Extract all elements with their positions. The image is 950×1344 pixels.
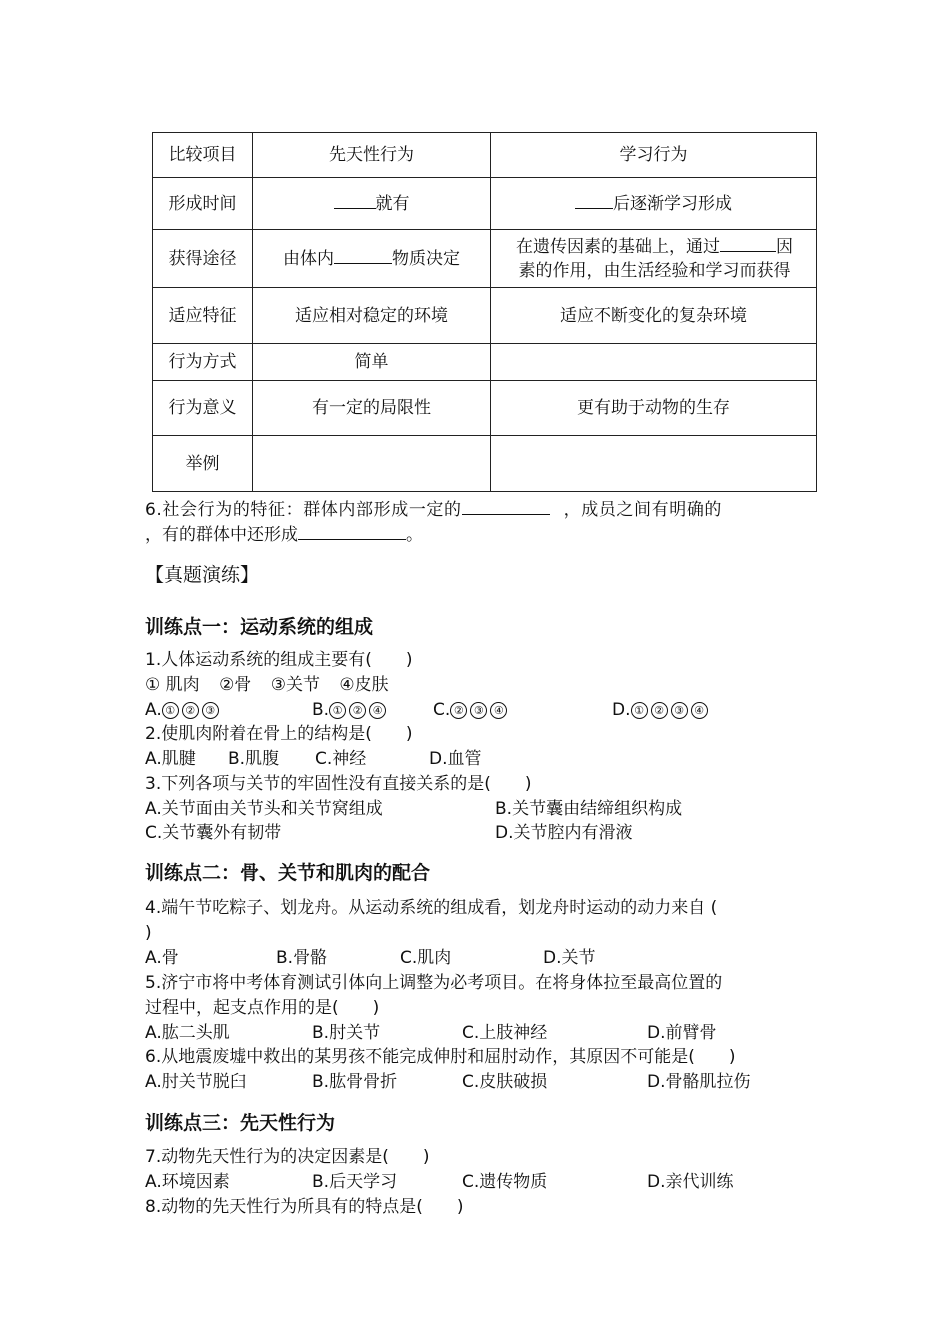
option-b[interactable]: B.肘关节 xyxy=(312,1023,381,1043)
point-title: 训练点一：运动系统的组成 xyxy=(145,616,374,638)
table-cell: 适应相对稳定的环境 xyxy=(253,288,491,344)
table-cell xyxy=(253,436,491,492)
table-row xyxy=(153,230,817,288)
social-question-line2 xyxy=(145,523,423,547)
option-letter: C. xyxy=(433,700,451,720)
cell-text: 物质决定 xyxy=(392,248,460,269)
option-a[interactable] xyxy=(145,698,222,722)
cell-text: 因 xyxy=(776,236,793,257)
question-stem: 5.济宁市将中考体育测试引体向上调整为必考项目。在将身体拉至最高位置的 xyxy=(145,973,723,993)
question-stem: 6.从地震废墟中救出的某男孩不能完成伸肘和屈肘动作，其原因不可能是( ) xyxy=(145,1047,736,1067)
question-text: ，有的群体中还形成 xyxy=(145,525,298,545)
question-stem: 3.下列各项与关节的牢固性没有直接关系的是( ) xyxy=(145,774,532,794)
option-a[interactable]: A.肘关节脱臼 xyxy=(145,1072,247,1092)
item-text: ① 肌肉 xyxy=(145,675,200,695)
option-b[interactable]: B.后天学习 xyxy=(312,1172,398,1192)
cell-text: 后逐渐学习形成 xyxy=(613,193,732,214)
num-circle: ③ xyxy=(202,702,219,719)
num-circle: ③ xyxy=(470,702,487,719)
option-b[interactable]: B.肌腹 xyxy=(228,749,280,769)
row-label: 获得途径 xyxy=(153,230,253,288)
option-b[interactable] xyxy=(312,698,389,722)
option-b[interactable]: B.肱骨骨折 xyxy=(312,1072,398,1092)
row-label: 适应特征 xyxy=(153,288,253,344)
fill-blank[interactable] xyxy=(462,498,550,515)
option-c[interactable] xyxy=(433,698,510,722)
question-stem: 过程中，起支点作用的是( ) xyxy=(145,998,380,1018)
social-question-line1 xyxy=(145,498,722,522)
question-stem: ) xyxy=(145,923,152,943)
fill-blank[interactable] xyxy=(298,523,406,540)
num-circle: ② xyxy=(349,702,366,719)
table-cell xyxy=(491,230,817,288)
option-d[interactable] xyxy=(612,698,711,722)
question-text: 。 xyxy=(406,525,423,545)
option-d[interactable]: D.亲代训练 xyxy=(647,1172,734,1192)
point-title: 训练点三：先天性行为 xyxy=(145,1112,336,1134)
table-row xyxy=(153,381,817,436)
option-b[interactable]: B.骨骼 xyxy=(276,948,328,968)
table-cell xyxy=(491,436,817,492)
item-text: ④皮肤 xyxy=(339,675,389,695)
option-letter: B. xyxy=(312,700,330,720)
num-circle: ① xyxy=(329,702,346,719)
fill-blank[interactable] xyxy=(720,235,776,252)
option-a[interactable]: A.肌腱 xyxy=(145,749,196,769)
table-header-cell: 比较项目 xyxy=(153,133,253,178)
table-row xyxy=(153,178,817,230)
option-c[interactable]: C.皮肤破损 xyxy=(462,1072,548,1092)
item-text: ②骨 xyxy=(219,675,252,695)
num-circle: ① xyxy=(631,702,648,719)
option-d[interactable]: D.关节 xyxy=(543,948,596,968)
option-letter: A. xyxy=(145,700,162,720)
option-a[interactable]: A.骨 xyxy=(145,948,179,968)
question-stem: 7.动物先天性行为的决定因素是( ) xyxy=(145,1147,430,1167)
option-d[interactable]: D.前臂骨 xyxy=(647,1023,717,1043)
num-circle: ③ xyxy=(671,702,688,719)
option-d[interactable]: D.骨骼肌拉伤 xyxy=(647,1072,751,1092)
num-circle: ④ xyxy=(490,702,507,719)
table-row xyxy=(153,344,817,381)
row-label: 行为方式 xyxy=(153,344,253,381)
cell-text: 由体内 xyxy=(283,248,334,269)
cell-text: 在遗传因素的基础上，通过 xyxy=(516,236,720,257)
section-title: 【真题演练】 xyxy=(145,564,260,586)
question-stem: 1.人体运动系统的组成主要有( ) xyxy=(145,650,413,670)
option-c[interactable]: C.关节囊外有韧带 xyxy=(145,823,282,843)
num-circle: ① xyxy=(162,702,179,719)
point-title: 训练点二：骨、关节和肌肉的配合 xyxy=(145,862,431,884)
comparison-table xyxy=(152,132,817,492)
fill-blank[interactable] xyxy=(334,192,376,209)
num-circle: ④ xyxy=(691,702,708,719)
question-items xyxy=(145,673,389,697)
table-cell xyxy=(253,178,491,230)
option-d[interactable]: D.关节腔内有滑液 xyxy=(495,823,633,843)
num-circle: ② xyxy=(651,702,668,719)
num-circle: ② xyxy=(450,702,467,719)
num-circle: ④ xyxy=(369,702,386,719)
table-cell xyxy=(491,178,817,230)
row-label: 举例 xyxy=(153,436,253,492)
table-cell: 适应不断变化的复杂环境 xyxy=(491,288,817,344)
table-row xyxy=(153,288,817,344)
table-cell: 有一定的局限性 xyxy=(253,381,491,436)
row-label: 形成时间 xyxy=(153,178,253,230)
option-c[interactable]: C.肌肉 xyxy=(400,948,452,968)
question-stem: 2.使肌肉附着在骨上的结构是( ) xyxy=(145,724,413,744)
option-letter: D. xyxy=(612,700,631,720)
option-a[interactable]: A.关节面由关节头和关节窝组成 xyxy=(145,799,383,819)
question-text: ，成员之间有明确的 xyxy=(563,500,723,520)
table-header-cell: 先天性行为 xyxy=(253,133,491,178)
cell-text: 就有 xyxy=(375,193,410,214)
question-text: 6.社会行为的特征：群体内部形成一定的 xyxy=(145,500,462,520)
table-cell xyxy=(491,344,817,381)
option-d[interactable]: D.血管 xyxy=(429,749,482,769)
table-row xyxy=(153,436,817,492)
option-b[interactable]: B.关节囊由结缔组织构成 xyxy=(495,799,683,819)
table-row xyxy=(153,133,817,178)
table-header-cell: 学习行为 xyxy=(491,133,817,178)
option-c[interactable]: C.上肢神经 xyxy=(462,1023,548,1043)
option-c[interactable]: C.遗传物质 xyxy=(462,1172,548,1192)
fill-blank[interactable] xyxy=(575,192,613,209)
table-cell: 更有助于动物的生存 xyxy=(491,381,817,436)
table-cell: 简单 xyxy=(253,344,491,381)
num-circle: ② xyxy=(182,702,199,719)
option-c[interactable]: C.神经 xyxy=(315,749,367,769)
option-a[interactable]: A.环境因素 xyxy=(145,1172,230,1192)
table-cell xyxy=(253,230,491,288)
row-label: 行为意义 xyxy=(153,381,253,436)
option-a[interactable]: A.肱二头肌 xyxy=(145,1023,230,1043)
question-stem: 4.端午节吃粽子、划龙舟。从运动系统的组成看，划龙舟时运动的动力来自 ( xyxy=(145,898,718,918)
cell-text: 素的作用，由生活经验和学习而获得 xyxy=(518,260,791,281)
question-stem: 8.动物的先天性行为所具有的特点是( ) xyxy=(145,1197,464,1217)
fill-blank[interactable] xyxy=(334,247,392,264)
item-text: ③关节 xyxy=(270,675,320,695)
